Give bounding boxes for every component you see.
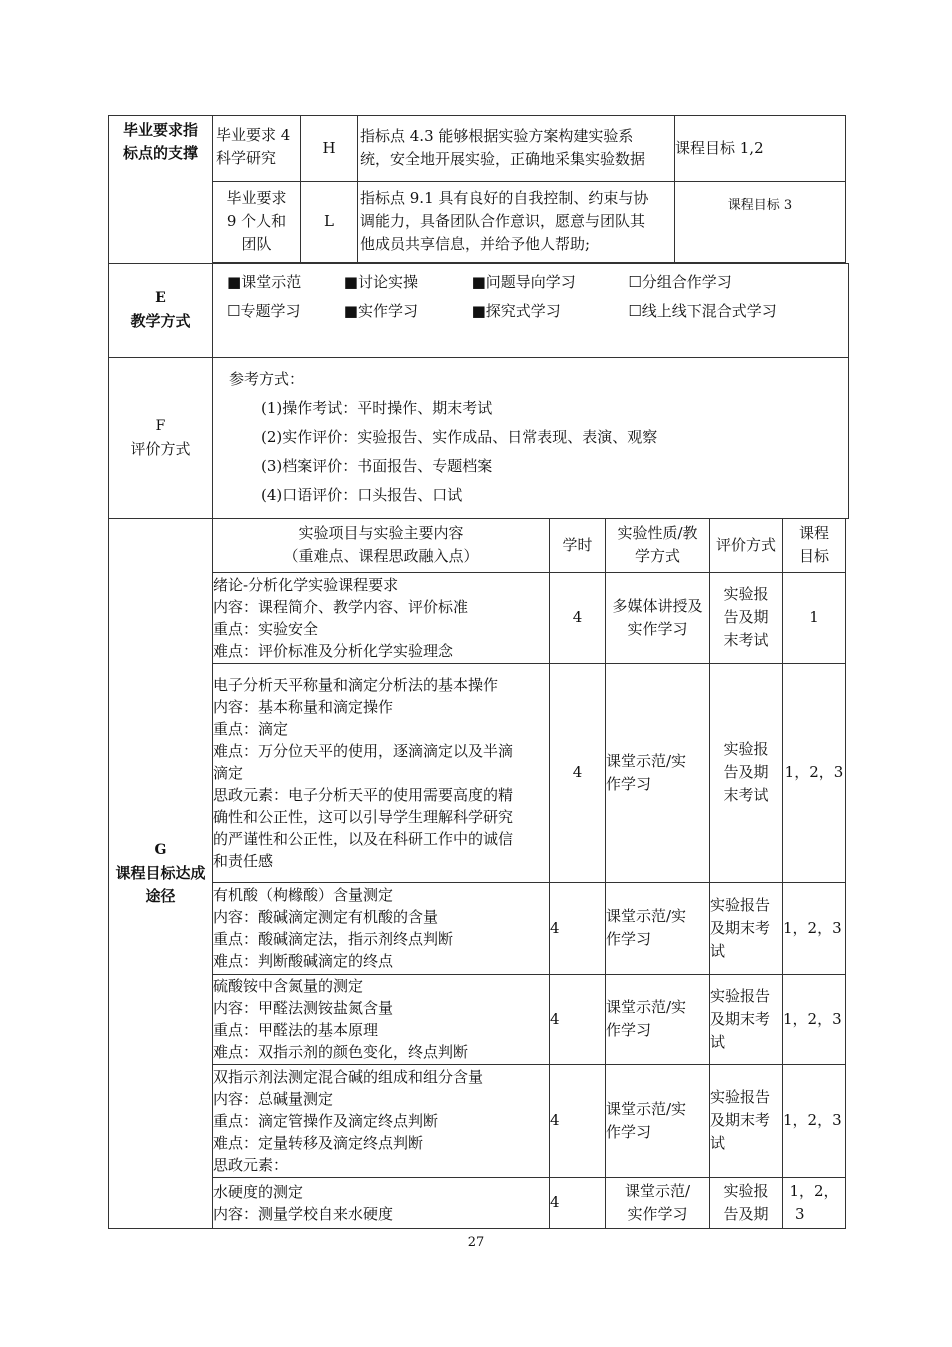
table-row (213, 572, 846, 663)
support-header: 毕业要求指 标点的支撑 (109, 116, 213, 264)
teaching-section (109, 263, 849, 357)
checkbox-empty-icon: ☐ (628, 272, 642, 291)
table-row (213, 1064, 846, 1177)
content-cell: 硫酸铵中含氮量的测定 内容：甲醛法测铵盐氮含量 重点：甲醛法的基本原理 难点：双指示剂的颜色变化，终点判断 (213, 974, 550, 1064)
target-cell: 1，2， 3 (783, 1177, 846, 1228)
checkbox-checked-icon: ■ (343, 272, 358, 291)
method-label: 问题导向学习 (485, 272, 576, 291)
nature-cell: 课堂示范/实 作学习 (606, 663, 710, 882)
checkbox-empty-icon: ☐ (227, 301, 241, 320)
hours-cell: 4 (550, 663, 606, 882)
method-label: 课堂示范 (241, 272, 302, 291)
pathway-body (213, 518, 849, 1229)
course-table (108, 115, 849, 1229)
checkbox-checked-icon: ■ (471, 272, 486, 291)
level-cell: L (301, 181, 358, 262)
indicator-cell: 指标点 9.1 具有良好的自我控制、约束与协 调能力，具备团队合作意识，愿意与团队其 他成员共享信息，并给予他人帮助; (358, 181, 675, 262)
nature-cell: 课堂示范/ 实作学习 (606, 1177, 710, 1228)
eval-cell: 实验报 告及期 (710, 1177, 783, 1228)
content-cell: 绪论-分析化学实验课程要求 内容：课程简介、教学内容、评价标准 重点：实验安全 难点：评价标准及分析化学实验理念 (213, 572, 550, 663)
method-label: 讨论实操 (357, 272, 418, 291)
evaluation-header: F 评价方式 (109, 357, 213, 518)
method-label: 专题学习 (240, 301, 301, 320)
checkbox-checked-icon: ■ (471, 301, 486, 320)
target-cell: 课程目标 3 (675, 181, 846, 262)
content-cell: 电子分析天平称量和滴定分析法的基本操作 内容：基本称量和滴定操作 重点：滴定 难点：万分位天平的使用，逐滴滴定以及半滴 滴定 思政元素：电子分析天平的使用需要高度的精 确性和公正性，这可以引导学生理解科学研究 的严谨性和公正性，以及在科研工作中的诚信 和责任感 (213, 663, 550, 882)
support-row (213, 181, 846, 262)
col-target-header: 课程 目标 (783, 518, 846, 572)
nature-cell: 课堂示范/实 作学习 (606, 1064, 710, 1177)
method-label: 实作学习 (357, 301, 418, 320)
indicator-cell: 指标点 4.3 能够根据实验方案构建实验系 统，安全地开展实验，正确地采集实验数据 (358, 115, 675, 181)
requirement-cell: 毕业要求 4 科学研究 (213, 115, 301, 181)
table-row (213, 1177, 846, 1228)
eval-cell: 实验报告 及期末考 试 (710, 974, 783, 1064)
method-label: 分组合作学习 (641, 272, 732, 291)
hours-cell: 4 (550, 974, 606, 1064)
content-cell: 水硬度的测定 内容：测量学校自来水硬度 (213, 1177, 550, 1228)
eval-cell: 实验报 告及期 末考试 (710, 572, 783, 663)
checkbox-checked-icon: ■ (227, 272, 242, 291)
target-cell: 1，2，3 (783, 974, 846, 1064)
level-cell: H (301, 115, 358, 181)
hours-cell: 4 (550, 1177, 606, 1228)
method-label: 线上线下混合式学习 (641, 301, 777, 320)
content-cell: 双指示剂法测定混合碱的组成和组分含量 内容：总碱量测定 重点：滴定管操作及滴定终点判断 难点：定量转移及滴定终点判断 思政元素： (213, 1064, 550, 1177)
pathway-section (109, 518, 849, 1229)
requirement-cell: 毕业要求 9 个人和 团队 (213, 181, 301, 262)
target-cell: 1，2，3 (783, 663, 846, 882)
evaluation-item: (3)档案评价：书面报告、专题档案 (261, 457, 493, 475)
evaluation-item: (2)实作评价：实验报告、实作成品、日常表现、表演、观察 (261, 428, 658, 446)
target-cell: 1，2，3 (783, 882, 846, 974)
target-cell: 1，2，3 (783, 1064, 846, 1177)
teaching-methods (213, 263, 849, 357)
table-row (213, 882, 846, 974)
pathway-header-row (213, 518, 846, 572)
eval-cell: 实验报 告及期 末考试 (710, 663, 783, 882)
hours-cell: 4 (550, 882, 606, 974)
pathway-header: G 课程目标达成 途径 (109, 518, 213, 1229)
evaluation-item: (4)口语评价：口头报告、口试 (261, 486, 463, 504)
content-cell: 有机酸（枸橼酸）含量测定 内容：酸碱滴定测定有机酸的含量 重点：酸碱滴定法，指示剂终点判断 难点：判断酸碱滴定的终点 (213, 882, 550, 974)
teaching-header: E 教学方式 (109, 263, 213, 357)
eval-cell: 实验报告 及期末考 试 (710, 882, 783, 974)
eval-cell: 实验报告 及期末考 试 (710, 1064, 783, 1177)
nature-cell: 课堂示范/实 作学习 (606, 974, 710, 1064)
col-eval-header: 评价方式 (710, 518, 783, 572)
target-cell: 1 (783, 572, 846, 663)
support-body (213, 116, 849, 264)
nature-cell: 多媒体讲授及 实作学习 (606, 572, 710, 663)
hours-cell: 4 (550, 572, 606, 663)
hours-cell: 4 (550, 1064, 606, 1177)
nature-cell: 课堂示范/实 作学习 (606, 882, 710, 974)
evaluation-section (109, 357, 849, 518)
support-row (213, 115, 846, 181)
evaluation-intro: 参考方式： (229, 370, 305, 388)
checkbox-empty-icon: ☐ (628, 301, 642, 320)
col-content-header: 实验项目与实验主要内容 （重难点、课程思政融入点） (213, 518, 550, 572)
col-nature-header: 实验性质/教 学方式 (606, 518, 710, 572)
target-cell: 课程目标 1,2 (675, 115, 846, 181)
page-number: 27 (467, 1235, 485, 1250)
table-row (213, 974, 846, 1064)
method-label: 探究式学习 (485, 301, 561, 320)
table-row (213, 663, 846, 882)
evaluation-item: (1)操作考试：平时操作、期末考试 (261, 399, 493, 417)
col-hours-header: 学时 (550, 518, 606, 572)
checkbox-checked-icon: ■ (343, 301, 358, 320)
evaluation-body (213, 357, 849, 518)
